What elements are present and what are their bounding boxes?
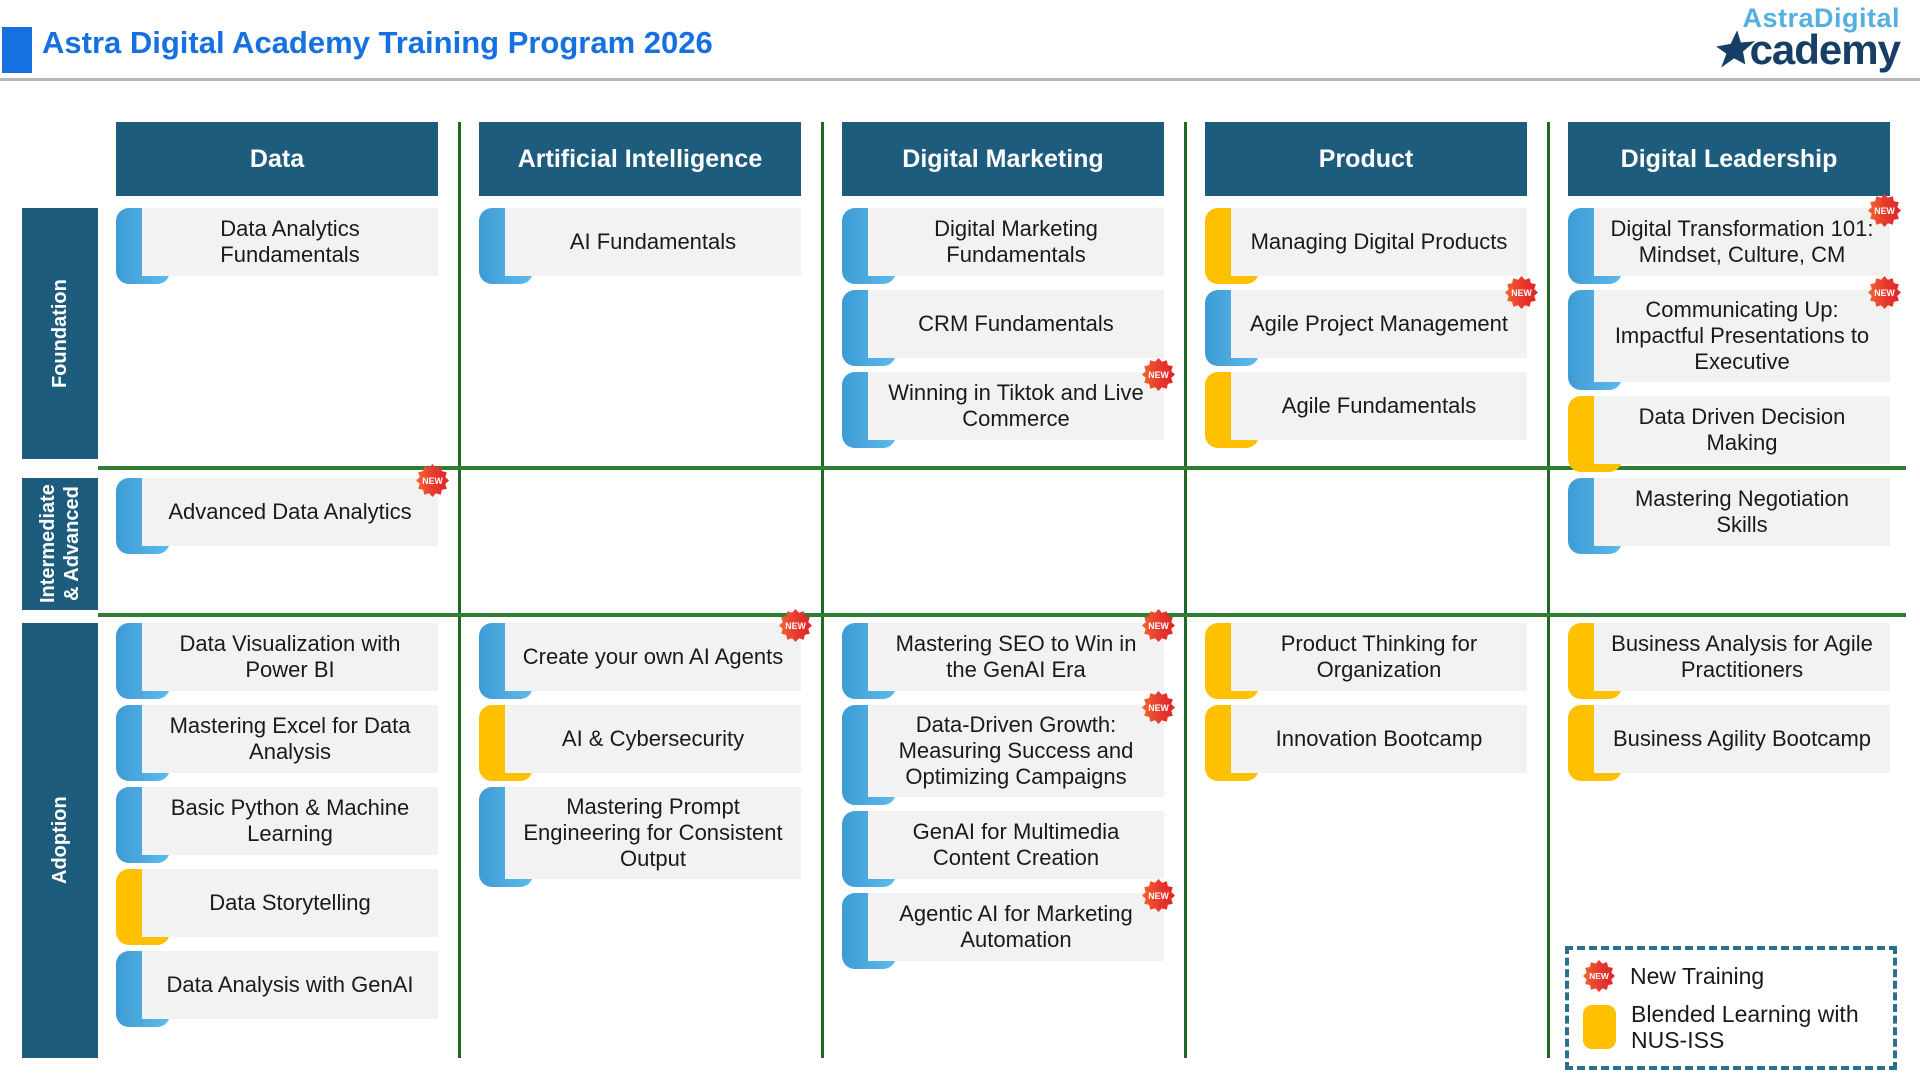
blended-learning-swatch-icon (1583, 1005, 1616, 1049)
course-title: Agile Fundamentals (1231, 372, 1527, 440)
board (116, 122, 1895, 1058)
course-title: Data Storytelling (142, 869, 438, 937)
course-card (116, 475, 443, 546)
matrix-cell (479, 620, 806, 1058)
svg-text:NEW: NEW (1148, 620, 1169, 631)
column-header: Digital Leadership (1568, 122, 1890, 196)
course-card (842, 620, 1169, 691)
course-title: Basic Python & Machine Learning (142, 787, 438, 855)
course-card (116, 705, 438, 773)
academy-star-icon (1712, 28, 1757, 73)
title-accent-square (2, 27, 32, 73)
course-title: Mastering Excel for Data Analysis (142, 705, 438, 773)
brand-logo-bottom (1715, 28, 1900, 72)
row-label: Foundation (22, 208, 98, 459)
new-training-badge-icon (1142, 358, 1175, 391)
course-card (479, 620, 806, 691)
svg-text:NEW: NEW (1874, 287, 1895, 298)
course-title: Mastering Prompt Engineering for Consistent Output (505, 787, 801, 879)
course-card (842, 702, 1169, 797)
course-title: Agentic AI for Marketing Automation (868, 893, 1164, 961)
course-card (1568, 623, 1890, 691)
course-card (479, 208, 801, 276)
course-card (479, 787, 801, 879)
course-title: GenAI for Multimedia Content Creation (868, 811, 1164, 879)
course-title: Winning in Tiktok and Live Commerce (868, 372, 1164, 440)
matrix-cell (1568, 205, 1895, 459)
matrix-cell (116, 208, 438, 459)
new-training-badge-icon (1583, 960, 1615, 992)
legend-box (1565, 946, 1897, 1070)
new-training-badge-icon (1505, 276, 1538, 309)
course-card (842, 290, 1164, 358)
matrix-cell (116, 623, 438, 1058)
course-card (1568, 396, 1890, 464)
course-title: Create your own AI Agents (505, 623, 801, 691)
course-card (842, 890, 1169, 961)
course-title: Digital Transformation 101: Mindset, Culture, CM (1594, 208, 1890, 276)
course-card (1568, 205, 1895, 276)
course-card (842, 369, 1169, 440)
svg-text:NEW: NEW (1589, 971, 1609, 982)
matrix-cell (842, 478, 1164, 610)
course-card (1568, 478, 1890, 546)
course-title: Managing Digital Products (1231, 208, 1527, 276)
brand-logo-top-text: AstraDigital (1742, 3, 1900, 33)
column-header: Product (1205, 122, 1527, 196)
course-title: Agile Project Management (1231, 290, 1527, 358)
page-title: Astra Digital Academy Training Program 2026 (42, 25, 713, 60)
row-label: Intermediate & Advanced (22, 478, 98, 610)
course-card (1205, 705, 1527, 773)
course-title: Communicating Up: Impactful Presentations to Executive (1594, 290, 1890, 382)
svg-text:NEW: NEW (422, 475, 443, 486)
course-title: CRM Fundamentals (868, 290, 1164, 358)
matrix-cell (1568, 478, 1890, 610)
svg-text:NEW: NEW (1874, 205, 1895, 216)
matrix-cell (479, 208, 801, 459)
legend-label: Blended Learning with NUS-ISS (1631, 1001, 1859, 1054)
new-training-badge-icon (416, 464, 449, 497)
course-title: AI & Cybersecurity (505, 705, 801, 773)
course-card (116, 951, 438, 1019)
course-card (116, 623, 438, 691)
course-title: Innovation Bootcamp (1231, 705, 1527, 773)
course-title: AI Fundamentals (505, 208, 801, 276)
matrix-cell (1205, 208, 1532, 459)
matrix-cell (1205, 623, 1527, 1058)
course-title: Mastering Negotiation Skills (1594, 478, 1890, 546)
course-title: Data Analytics Fundamentals (142, 208, 438, 276)
matrix-cell (479, 478, 801, 610)
svg-text:NEW: NEW (1148, 702, 1169, 713)
course-card (842, 208, 1164, 276)
course-title: Data Analysis with GenAI (142, 951, 438, 1019)
column-header: Artificial Intelligence (479, 122, 801, 196)
course-card (1205, 287, 1532, 358)
course-title: Mastering SEO to Win in the GenAI Era (868, 623, 1164, 691)
course-title: Data Visualization with Power BI (142, 623, 438, 691)
course-title: Business Agility Bootcamp (1594, 705, 1890, 773)
course-title: Data-Driven Growth: Measuring Success and Optimizing Campaigns (868, 705, 1164, 797)
course-card (116, 869, 438, 937)
matrix-cell (116, 475, 443, 610)
legend-item-new-training (1583, 960, 1881, 992)
course-card (1568, 705, 1890, 773)
new-training-badge-icon (1142, 691, 1175, 724)
new-training-badge-icon (1868, 276, 1901, 309)
new-training-badge-icon (779, 609, 812, 642)
svg-text:NEW: NEW (1511, 287, 1532, 298)
new-training-badge-icon (1142, 609, 1175, 642)
course-card (1205, 623, 1527, 691)
course-title: Advanced Data Analytics (142, 478, 438, 546)
matrix-cell (842, 620, 1169, 1058)
course-card (1205, 372, 1527, 440)
brand-logo (1715, 4, 1900, 72)
header-bar (0, 0, 1920, 81)
course-card (842, 811, 1164, 879)
legend-item-blended-learning (1583, 1001, 1881, 1054)
svg-text:NEW: NEW (1148, 890, 1169, 901)
legend-label: New Training (1630, 962, 1765, 989)
course-card (116, 787, 438, 855)
course-card (1205, 208, 1527, 276)
matrix-cell (1205, 478, 1527, 610)
brand-logo-bottom-text: cademy (1749, 26, 1900, 74)
svg-text:NEW: NEW (785, 620, 806, 631)
row-label: Adoption (22, 623, 98, 1058)
column-header: Digital Marketing (842, 122, 1164, 196)
course-card (116, 208, 438, 276)
course-card (479, 705, 801, 773)
svg-text:NEW: NEW (1148, 369, 1169, 380)
course-title: Digital Marketing Fundamentals (868, 208, 1164, 276)
course-title: Product Thinking for Organization (1231, 623, 1527, 691)
matrix-cell (842, 208, 1169, 459)
new-training-badge-icon (1142, 879, 1175, 912)
course-card (1568, 287, 1895, 382)
course-title: Business Analysis for Agile Practitioners (1594, 623, 1890, 691)
new-training-badge-icon (1868, 194, 1901, 227)
column-header: Data (116, 122, 438, 196)
course-title: Data Driven Decision Making (1594, 396, 1890, 464)
